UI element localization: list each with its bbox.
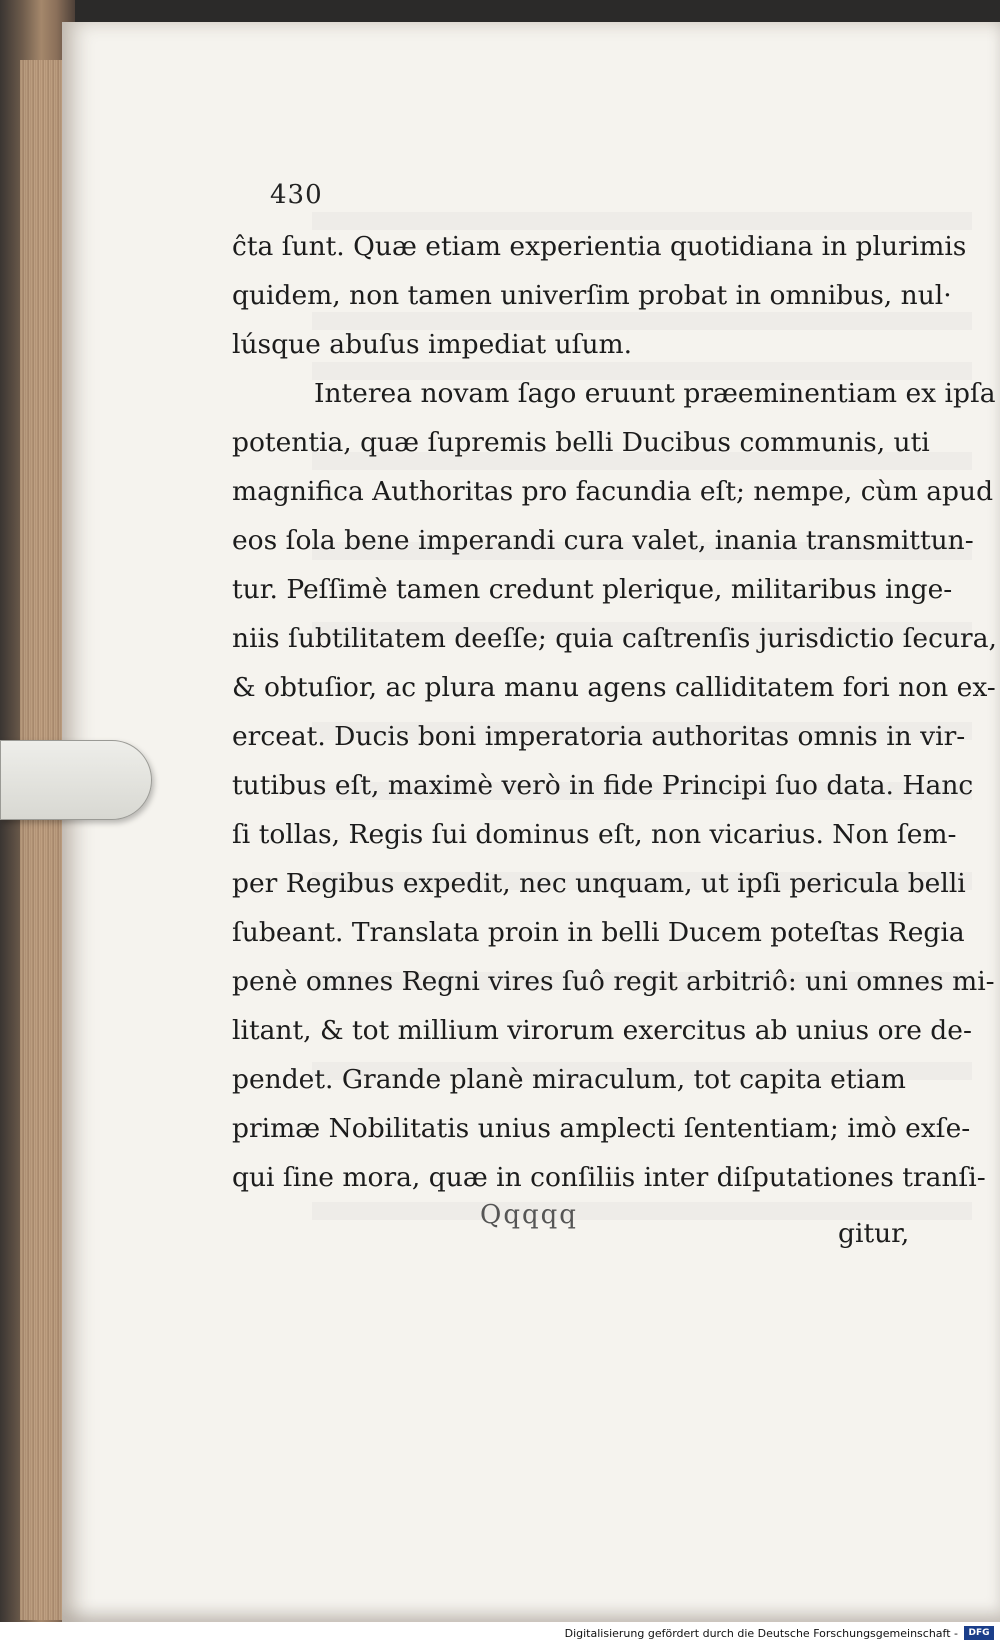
text-line: niis ſubtilitatem deeſſe; quia caſtrenſis jurisdictio ſecura, <box>232 623 997 654</box>
text-line: tutibus eſt, maximè verò in fide Principi ſuo data. Hanc <box>232 770 974 801</box>
text-line: ĉta ſunt. Quæ etiam experientia quotidiana in plurimis <box>232 231 967 262</box>
text-line: penè omnes Regni vires ſuô regit arbitriô: uni omnes mi- <box>232 966 995 997</box>
dfg-logo: DFG <box>964 1626 994 1640</box>
text-line: Interea novam ſago eruunt præeminentiam ex ipſa <box>314 378 996 409</box>
signature-mark: Qqqqq <box>480 1200 578 1230</box>
page-number: 430 <box>270 180 323 210</box>
text-line: primæ Nobilitatis unius amplecti ſententiam; imò exſe- <box>232 1113 971 1144</box>
text-line: ſi tollas, Regis ſui dominus eſt, non vicarius. Non ſem- <box>232 819 957 850</box>
footer-credit: Digitalisierung gefördert durch die Deutsche Forschungsgemeinschaft - <box>564 1627 958 1640</box>
text-line: magnifica Authoritas pro facundia eſt; nempe, cùm apud <box>232 476 994 507</box>
text-block <box>232 222 997 1202</box>
catchword: gitur, <box>838 1218 910 1249</box>
text-line: ſubeant. Translata proin in belli Ducem poteſtas Regia <box>232 917 965 948</box>
text-line: tur. Peſſimè tamen credunt plerique, militaribus inge- <box>232 574 953 605</box>
text-line: qui ſine mora, quæ in conſiliis inter diſputationes tranſi- <box>232 1162 986 1193</box>
text-line: per Regibus expedit, nec unquam, ut ipſi pericula belli <box>232 868 966 899</box>
text-line: eos ſola bene imperandi cura valet, inania transmittun- <box>232 525 974 556</box>
text-line: pendet. Grande planè miraculum, tot capita etiam <box>232 1064 906 1095</box>
text-line: lúsque abuſus impediat uſum. <box>232 329 633 360</box>
text-line: potentia, quæ ſupremis belli Ducibus communis, uti <box>232 427 930 458</box>
text-line: quidem, non tamen univerſim probat in omnibus, nul· <box>232 280 952 311</box>
text-line: litant, & tot millium virorum exercitus ab unius ore de- <box>232 1015 972 1046</box>
text-line: & obtuſior, ac plura manu agens calliditatem fori non ex- <box>232 672 996 703</box>
bookmark-strip <box>0 740 152 820</box>
text-line: erceat. Ducis boni imperatoria authoritas omnis in vir- <box>232 721 966 752</box>
